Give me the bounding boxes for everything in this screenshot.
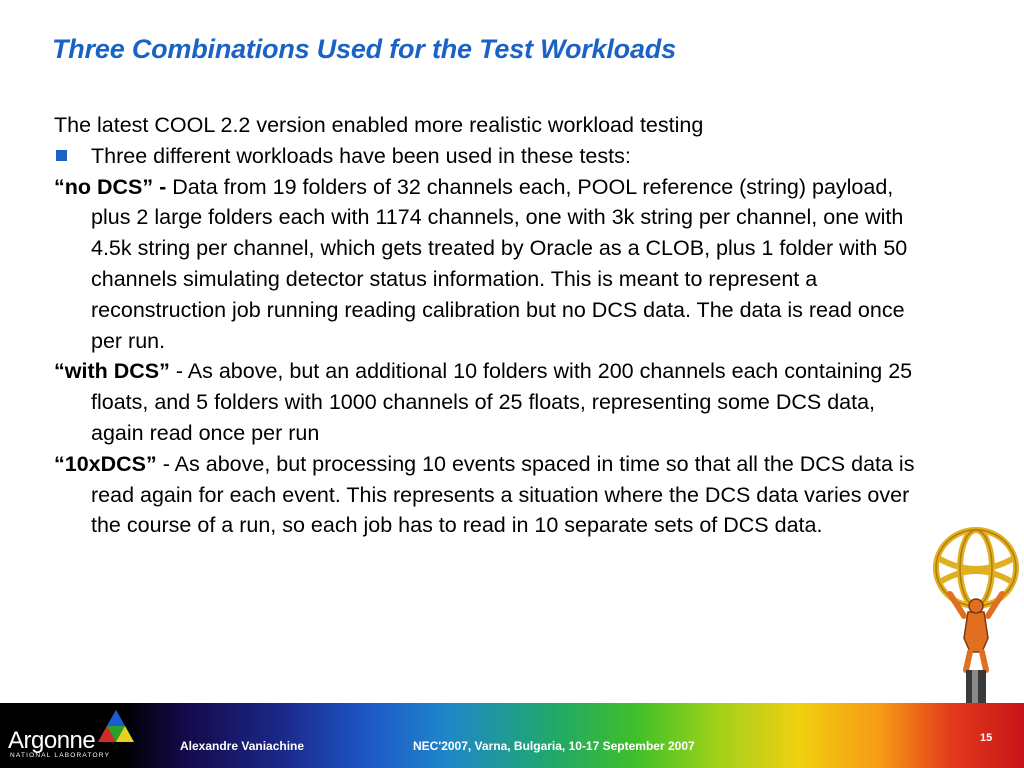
footer-author: Alexandre Vaniachine: [180, 739, 305, 753]
workload-name: “10xDCS”: [54, 451, 157, 476]
footer-conference: NEC'2007, Varna, Bulgaria, 10-17 September 2007: [413, 739, 695, 753]
square-bullet-icon: [56, 150, 67, 161]
page-number: 15: [980, 732, 993, 744]
intro-text: The latest COOL 2.2 version enabled more realistic workload testing: [54, 113, 704, 137]
workload-with-dcs: [54, 356, 924, 448]
bullet-text: Three different workloads have been used in these tests:: [91, 143, 631, 168]
bullet-item: [54, 141, 924, 172]
argonne-logo-icon: [96, 708, 136, 744]
logo-text: Argonne: [8, 727, 96, 754]
slide-title: Three Combinations Used for the Test Workloads: [52, 34, 676, 64]
logo-subtext: NATIONAL LABORATORY: [10, 752, 111, 759]
footer-bar: [0, 703, 1024, 768]
workload-description: - As above, but processing 10 events spaced in time so that all the DCS data is read again for each event. This represents a situation where the DCS data varies over the course of a run, so each job has to read in 10 separate sets of DCS data.: [91, 451, 915, 538]
atlas-figure-icon: [928, 520, 1024, 710]
workload-description: Data from 19 folders of 32 channels each, POOL reference (string) payload, plus 2 large folders each with 1174 channels, one with 3k string per channel, one with 4.5k string per channel, which gets treated by Oracle as a CLOB, plus 1 folder with 50 channels simulating detector status information. This is meant to represent a reconstruction job running reading calibration but no DCS data. The data is read once per run.: [91, 174, 908, 353]
workload-no-dcs: [54, 172, 924, 357]
workload-name: “no DCS” -: [54, 174, 167, 199]
workload-10xdcs: [54, 449, 924, 541]
workload-name: “with DCS”: [54, 359, 170, 384]
workload-description: - As above, but an additional 10 folders with 200 channels each containing 25 floats, and 5 folders with 1000 channels of 25 floats, representing some DCS data, again read once per run: [91, 359, 913, 445]
slide-body: [54, 110, 924, 541]
